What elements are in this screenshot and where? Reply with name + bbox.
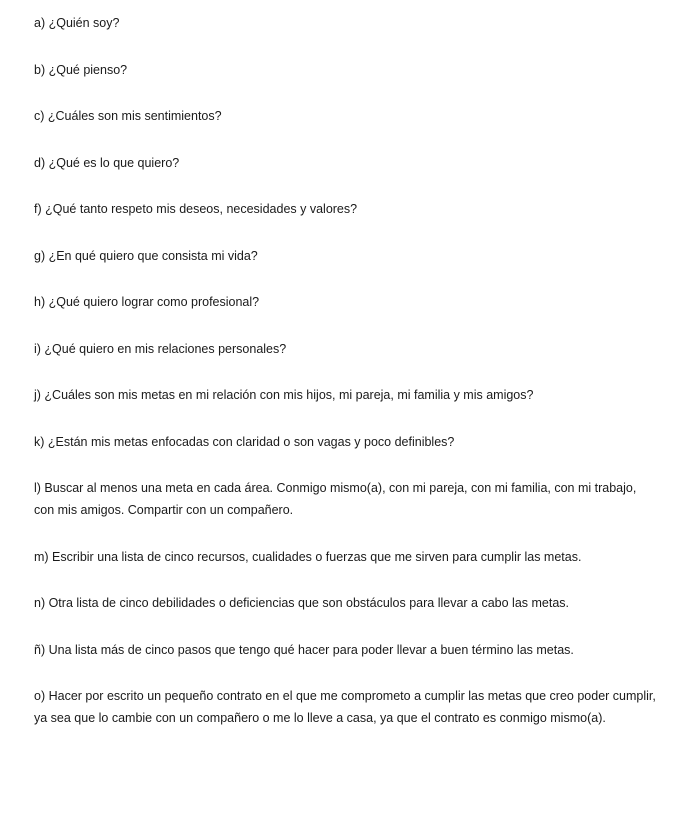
question-i: i) ¿Qué quiero en mis relaciones personales? — [34, 341, 287, 356]
question-a: a) ¿Quién soy? — [34, 16, 120, 30]
question-h: h) ¿Qué quiero lograr como profesional? — [34, 295, 260, 309]
instruction-enye: ñ) Una lista más de cinco pasos que tengo qué hacer para poder llevar a buen término las metas. — [34, 642, 574, 657]
document-body — [34, 12, 659, 729]
question-g: g) ¿En qué quiero que consista mi vida? — [34, 248, 258, 263]
instruction-m: m) Escribir una lista de cinco recursos, cualidades o fuerzas que me sirven para cumplir las metas. — [34, 549, 582, 564]
question-d: d) ¿Qué es lo que quiero? — [34, 155, 180, 170]
question-j: j) ¿Cuáles son mis metas en mi relación con mis hijos, mi pareja, mi familia y mis amigos? — [34, 388, 534, 402]
instruction-n: n) Otra lista de cinco debilidades o deficiencias que son obstáculos para llevar a cabo las metas. — [34, 596, 570, 610]
question-f: f) ¿Qué tanto respeto mis deseos, necesidades y valores? — [34, 202, 358, 216]
instruction-o: o) Hacer por escrito un pequeño contrato en el que me comprometo a cumplir las metas que creo poder cumplir, ya sea que lo cambie con un compañero o me lo lleve a casa, ya que el contrato es conmigo mismo(a). — [34, 689, 656, 725]
question-k: k) ¿Están mis metas enfocadas con claridad o son vagas y poco definibles? — [34, 434, 455, 449]
instruction-l: l) Buscar al menos una meta en cada área. Conmigo mismo(a), con mi pareja, con mi familia, con mi trabajo, con mis amigos. Compartir con un compañero. — [34, 481, 637, 517]
question-b: b) ¿Qué pienso? — [34, 62, 128, 77]
question-c: c) ¿Cuáles son mis sentimientos? — [34, 109, 222, 123]
